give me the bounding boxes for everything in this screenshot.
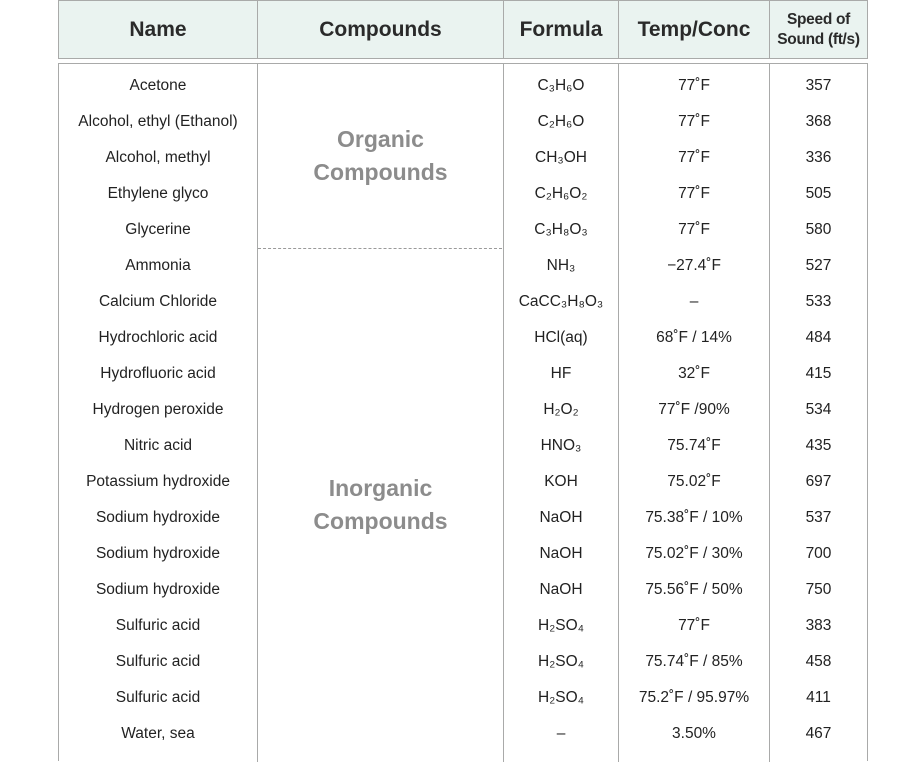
cell-formula: HF: [550, 365, 572, 382]
table-row: [59, 320, 867, 356]
table-row: [59, 500, 867, 536]
header-formula: Formula: [519, 17, 603, 41]
cell-formula: NaOH: [539, 581, 583, 598]
table-row: [59, 248, 867, 284]
cell-temp-conc: 77˚F: [678, 221, 710, 238]
cell-formula: CH₃OH: [535, 149, 587, 166]
table-row: [59, 464, 867, 500]
header-speed-of-sound: [770, 1, 867, 58]
cell-name: Water, sea: [121, 725, 195, 742]
cell-temp-conc: 75.74˚F / 85%: [645, 653, 743, 670]
cell-speed: 484: [805, 329, 832, 346]
table-row: [59, 536, 867, 572]
cell-name: Alcohol, ethyl (Ethanol): [78, 113, 238, 130]
cell-speed: 580: [805, 221, 832, 238]
cell-formula: H₂O₂: [543, 401, 579, 418]
cell-speed: 700: [805, 545, 832, 562]
table-row: [59, 608, 867, 644]
group-inorganic-line1: Inorganic: [328, 475, 433, 501]
cell-name: Calcium Chloride: [98, 293, 217, 310]
cell-formula: C₃H₈O₃: [534, 221, 588, 238]
cell-temp-conc: 75.74˚F: [667, 437, 721, 454]
table-row: [59, 392, 867, 428]
cell-speed: 336: [805, 149, 832, 166]
header-compounds: Compounds: [319, 17, 442, 41]
cell-speed: 415: [805, 365, 832, 382]
cell-name: Nitric acid: [123, 437, 193, 454]
cell-speed: 383: [805, 617, 832, 634]
cell-temp-conc: −27.4˚F: [667, 257, 721, 274]
cell-formula: H₂SO₄: [538, 653, 584, 670]
table-row: [59, 644, 867, 680]
cell-formula: H₂SO₄: [538, 689, 584, 706]
cell-name: Hydrofluoric acid: [100, 365, 216, 382]
cell-temp-conc: 77˚F: [678, 185, 710, 202]
cell-speed: 527: [805, 257, 832, 274]
cell-formula: C₂H₆O₂: [534, 185, 588, 202]
cell-name: Ammonia: [125, 257, 191, 274]
cell-temp-conc: –: [689, 293, 699, 310]
cell-speed: 368: [805, 113, 832, 130]
cell-formula: HCl(aq): [534, 329, 588, 346]
table-row: [59, 104, 867, 140]
table-row: [59, 212, 867, 248]
cell-name: Sodium hydroxide: [95, 545, 221, 562]
cell-formula: KOH: [544, 473, 578, 490]
table-row: [59, 68, 867, 104]
group-organic-line2: Compounds: [313, 159, 448, 185]
cell-speed: 533: [805, 293, 832, 310]
cell-formula: H₂SO₄: [538, 617, 584, 634]
cell-name: Ethylene glyco: [107, 185, 209, 202]
cell-name: Acetone: [129, 77, 187, 94]
cell-temp-conc: 75.2˚F / 95.97%: [638, 689, 750, 706]
cell-formula: NH₃: [546, 257, 576, 274]
header-name: Name: [129, 17, 187, 41]
cell-formula: C₃H₆O: [537, 77, 585, 94]
table-row: [59, 284, 867, 320]
cell-temp-conc: 77˚F /90%: [658, 401, 730, 418]
table-row: [59, 140, 867, 176]
cell-formula: HNO₃: [540, 437, 582, 454]
header-temp-conc: Temp/Conc: [637, 17, 751, 41]
cell-name: Sodium hydroxide: [95, 581, 221, 598]
cell-speed: 750: [805, 581, 832, 598]
table-row: [59, 572, 867, 608]
cell-name: Potassium hydroxide: [86, 473, 230, 490]
cell-name: Alcohol, methyl: [105, 149, 211, 166]
cell-formula: –: [556, 725, 566, 742]
cell-temp-conc: 75.56˚F / 50%: [645, 581, 743, 598]
cell-speed: 411: [806, 689, 831, 706]
table-row: [59, 680, 867, 716]
cell-temp-conc: 75.02˚F / 30%: [645, 545, 743, 562]
cell-temp-conc: 77˚F: [678, 113, 710, 130]
cell-name: Sodium hydroxide: [95, 509, 221, 526]
group-organic-line1: Organic: [337, 126, 424, 152]
cell-name: Sulfuric acid: [115, 689, 201, 706]
cell-name: Sulfuric acid: [115, 653, 201, 670]
table-header: [58, 0, 868, 59]
cell-temp-conc: 75.38˚F / 10%: [645, 509, 743, 526]
cell-speed: 467: [805, 725, 832, 742]
group-inorganic-line2: Compounds: [313, 508, 448, 534]
cell-speed: 458: [805, 653, 832, 670]
cell-speed: 537: [805, 509, 832, 526]
cell-temp-conc: 77˚F: [678, 149, 710, 166]
cell-speed: 697: [805, 473, 832, 490]
table-row: [59, 716, 867, 752]
table-row: [59, 176, 867, 212]
table-row: [59, 356, 867, 392]
cell-formula: NaOH: [539, 509, 583, 526]
cell-name: Sulfuric acid: [115, 617, 201, 634]
cell-formula: NaOH: [539, 545, 583, 562]
cell-temp-conc: 75.02˚F: [667, 473, 721, 490]
header-speed-line1: Speed of: [786, 10, 851, 28]
cell-name: Glycerine: [125, 221, 191, 238]
cell-speed: 435: [805, 437, 832, 454]
cell-temp-conc: 77˚F: [678, 77, 710, 94]
table-row: [59, 428, 867, 464]
cell-formula: CaCC₃H₈O₃: [518, 293, 604, 310]
cell-temp-conc: 32˚F: [678, 365, 710, 382]
header-speed-line2: Sound (ft/s): [777, 30, 860, 48]
cell-temp-conc: 68˚F / 14%: [656, 329, 732, 346]
cell-speed: 534: [805, 401, 832, 418]
cell-temp-conc: 3.50%: [672, 725, 716, 742]
cell-formula: C₂H₆O: [537, 113, 585, 130]
cell-speed: 505: [805, 185, 832, 202]
cell-temp-conc: 77˚F: [678, 617, 710, 634]
table-body: [58, 63, 868, 761]
cell-name: Hydrochloric acid: [98, 329, 218, 346]
cell-name: Hydrogen peroxide: [92, 401, 224, 418]
cell-speed: 357: [805, 77, 832, 94]
